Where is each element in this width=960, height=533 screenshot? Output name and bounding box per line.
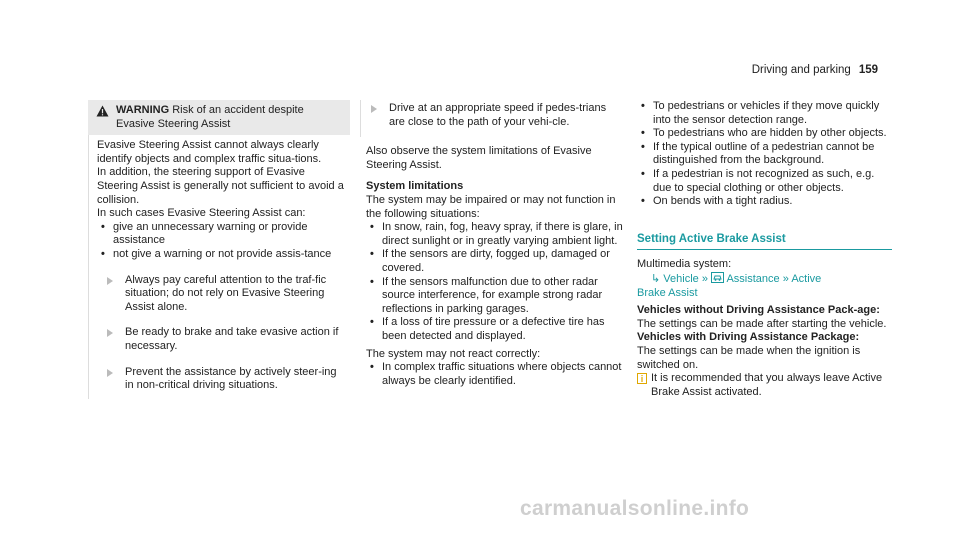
warning-header bbox=[88, 100, 350, 135]
list-item: • To pedestrians or vehicles if they move quickly into the sensor detection range. bbox=[637, 100, 892, 127]
running-header bbox=[752, 64, 878, 76]
observe-text: Also observe the system limitations of Evasive Steering Assist. bbox=[366, 145, 592, 171]
double-chevron-icon: » bbox=[701, 272, 708, 285]
warning-body bbox=[88, 135, 350, 399]
path-brake-assist: Brake Assist bbox=[637, 286, 698, 299]
list-item: • If a loss of tire pressure or a defective tire has been detected and displayed. bbox=[366, 316, 624, 343]
watermark: carmanualsonline.info bbox=[520, 497, 750, 520]
info-note-icon bbox=[637, 373, 647, 384]
note-text: It is recommended that you always leave Active Brake Assist activated. bbox=[651, 372, 883, 398]
list-item: • If the typical outline of a pedestrian cannot be distinguished from the background. bbox=[637, 141, 892, 168]
list-item: • If a pedestrian is not recognized as such, e.g. due to special clothing or other objects. bbox=[637, 168, 892, 195]
path-assistance: Assistance bbox=[726, 272, 780, 285]
warning-box bbox=[88, 100, 350, 399]
warning-triangle-icon bbox=[96, 105, 109, 117]
warning-paragraph: In addition, the steering support of Evasive Steering Assist is generally not sufficient to avoid a collision. bbox=[97, 166, 344, 206]
section-title: Driving and parking bbox=[751, 64, 851, 76]
arrow-icon bbox=[107, 277, 113, 285]
column-middle bbox=[366, 100, 624, 388]
menu-path bbox=[637, 272, 892, 287]
path-vehicle: Vehicle bbox=[663, 272, 699, 285]
warning-label: WARNING bbox=[116, 104, 170, 116]
with-heading: Vehicles with Driving Assistance Package: bbox=[637, 331, 860, 344]
action-text: Be ready to brake and take evasive action if necessary. bbox=[125, 326, 339, 352]
page-number: 159 bbox=[858, 64, 878, 76]
action-item bbox=[361, 102, 624, 129]
path-active: Active bbox=[791, 272, 822, 285]
return-arrow-icon: ↳ bbox=[651, 272, 661, 285]
without-text: The settings can be made after starting the vehicle. bbox=[637, 317, 887, 330]
list-item: • To pedestrians who are hidden by other objects. bbox=[637, 127, 892, 141]
arrow-icon bbox=[107, 369, 113, 377]
warning-head-text: Risk of an accident despite Evasive Steering Assist bbox=[116, 104, 304, 130]
with-text: The settings can be made when the ignition is switched on. bbox=[637, 344, 861, 371]
action-text: Prevent the assistance by actively steer-ing in non-critical driving situations. bbox=[125, 365, 337, 392]
multimedia-label: Multimedia system: bbox=[637, 258, 732, 271]
warning-paragraph: In such cases Evasive Steering Assist can: bbox=[97, 207, 306, 220]
action-text: Always pay careful attention to the traf-fic situation; do not rely on Evasive Steering Assist alone. bbox=[125, 273, 327, 313]
double-chevron-icon: » bbox=[782, 272, 789, 285]
list-item: • In complex traffic situations where objects cannot always be clearly identified. bbox=[366, 361, 624, 388]
list-item: • give an unnecessary warning or provide assistance bbox=[97, 221, 344, 248]
action-item bbox=[97, 274, 344, 315]
list-item: • On bends with a tight radius. bbox=[637, 195, 892, 209]
without-heading: Vehicles without Driving Assistance Pack-age: bbox=[637, 304, 880, 317]
list-item: • If the sensors are dirty, fogged up, damaged or covered. bbox=[366, 248, 624, 275]
react-intro: The system may not react correctly: bbox=[366, 347, 541, 360]
list-item: • If the sensors malfunction due to other radar source interference, for example strong radar reflections in parking garages. bbox=[366, 276, 624, 317]
note bbox=[637, 372, 892, 399]
warning-paragraph: Evasive Steering Assist cannot always clearly identify objects and complex traffic situa-tions. bbox=[97, 139, 322, 165]
arrow-icon bbox=[107, 329, 113, 337]
column-right bbox=[637, 100, 892, 399]
limits-intro: The system may be impaired or may not function in the following situations: bbox=[366, 193, 616, 220]
list-item: • In snow, rain, fog, heavy spray, if there is glare, in direct sunlight or in greatly varying ambient light. bbox=[366, 221, 624, 248]
limits-heading: System limitations bbox=[366, 180, 464, 193]
list-item: • not give a warning or not provide assis-tance bbox=[97, 248, 344, 262]
action-item bbox=[97, 366, 344, 393]
arrow-icon bbox=[371, 105, 377, 113]
warning-continuation bbox=[360, 100, 624, 137]
car-assist-icon bbox=[711, 272, 724, 283]
action-text: Drive at an appropriate speed if pedes-trians are close to the path of your vehi-cle. bbox=[389, 102, 607, 128]
action-item bbox=[97, 326, 344, 353]
section-heading: Setting Active Brake Assist bbox=[637, 233, 892, 251]
